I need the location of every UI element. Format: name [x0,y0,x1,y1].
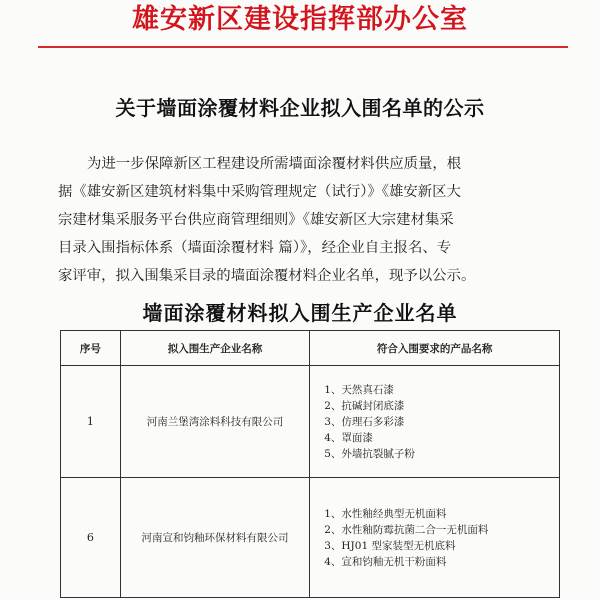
document-body [58,150,558,290]
product-item: 2、水性釉防霉抗菌二合一无机面料 [324,523,489,536]
product-item: 4、罩面漆 [324,431,373,444]
body-line: 目录入围指标体系（墙面涂覆材料 篇）》，经企业自主报名、专 [58,240,452,256]
header-product-name: 符合入围要求的产品名称 [310,331,560,366]
body-line: 据《雄安新区建筑材料集中采购管理规定（试行）》《雄安新区大 [58,184,461,200]
product-item: 3、HJ01 型家装型无机底料 [324,539,456,552]
header-red-rule [38,46,568,48]
product-item: 3、仿理石多彩漆 [324,415,405,428]
table-row [61,478,560,598]
product-item: 2、抗碱封闭底漆 [324,399,405,412]
row-product-list [310,478,560,598]
product-item: 5、外墙抗裂腻子粉 [324,447,415,460]
table-title: 墙面涂覆材料拟入围生产企业名单 [142,301,458,325]
body-line: 宗建材集采服务平台供应商管理细则》《雄安新区大宗建材集采 [58,212,454,228]
header-company-name: 拟入围生产企业名称 [120,331,309,366]
row-company-name: 河南宣和钧釉环保材料有限公司 [120,478,309,598]
product-item: 1、天然真石漆 [324,383,394,396]
document-title: 关于墙面涂覆材料企业拟入围名单的公示 [115,96,485,120]
body-line: 家评审，拟入围集采目录的墙面涂覆材料企业名单，现予以公示。 [58,268,476,284]
row-product-list [310,366,560,478]
organization-header: 雄安新区建设指挥部办公室 [132,4,468,35]
body-line: 为进一步保障新区工程建设所需墙面涂覆材料供应质量，根 [87,156,462,172]
table-header-row [61,331,560,366]
row-serial-number: 1 [61,366,121,478]
row-serial-number: 6 [61,478,121,598]
product-item: 1、水性釉经典型无机面料 [324,507,447,520]
header-serial-number: 序号 [61,331,121,366]
enterprise-list-table [60,330,560,598]
table-row [61,366,560,478]
product-item: 4、宣和钧釉无机干粉面料 [324,555,447,568]
row-company-name: 河南兰堡湾涂料科技有限公司 [120,366,309,478]
